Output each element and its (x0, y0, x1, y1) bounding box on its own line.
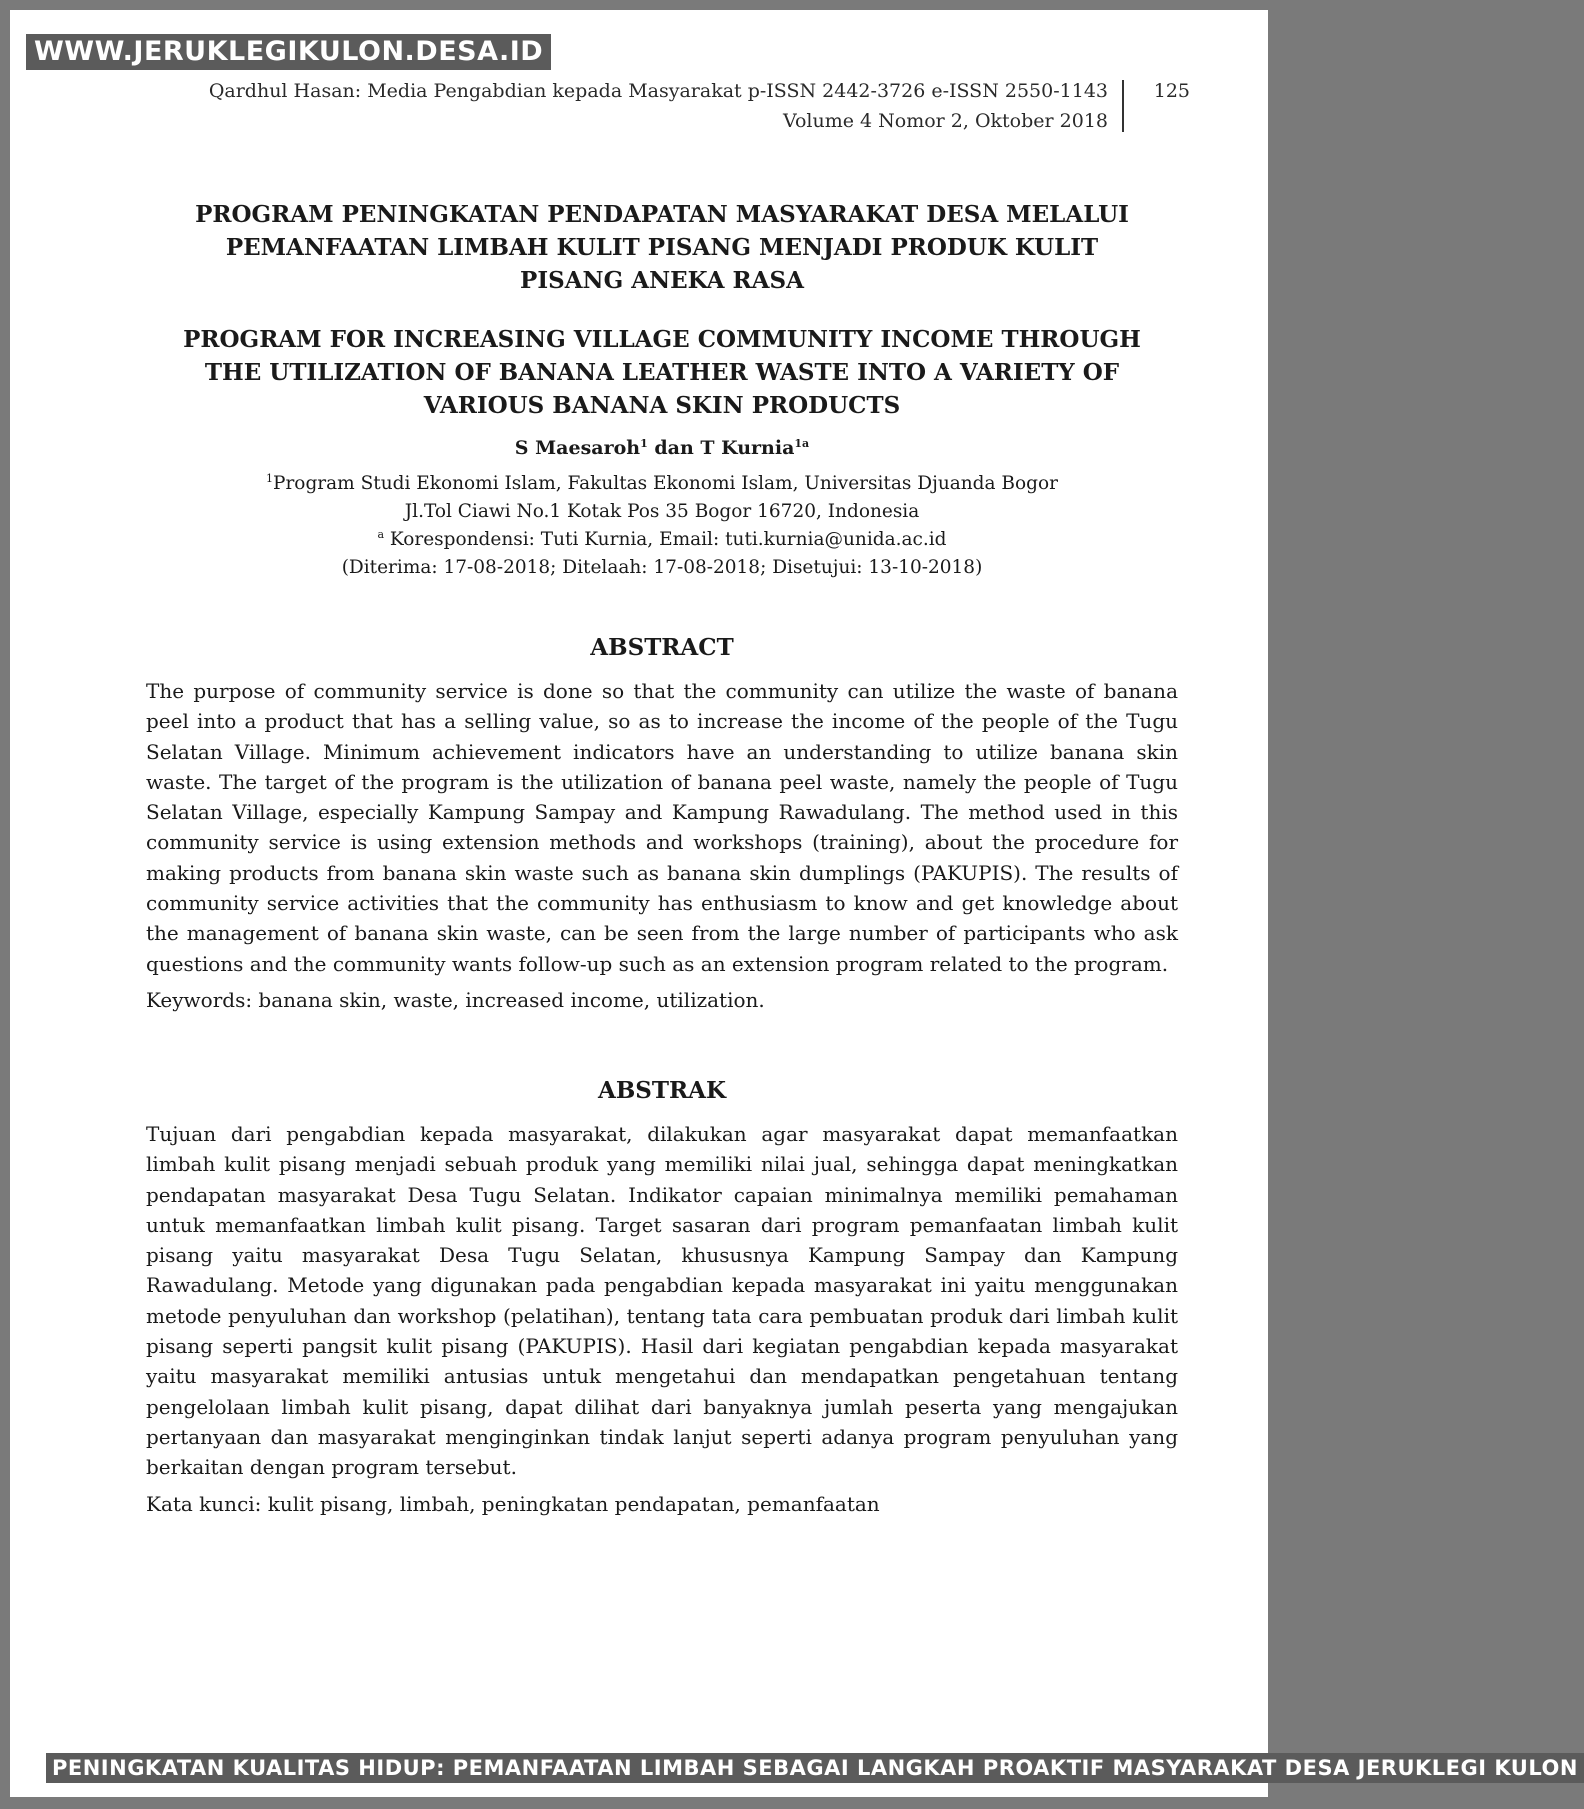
article-front-matter (146, 198, 1178, 1519)
affiliation-line: $^1$Program Studi Ekonomi Islam, Fakultas Ekonomi Islam, Universitas Djuanda Bogor (266, 472, 1058, 494)
title-english: PROGRAM FOR INCREASING VILLAGE COMMUNITY INCOME THROUGH THE UTILIZATION OF BANANA LEATHER WASTE INTO A VARIETY OF VARIOUS BANANA SKIN PRODUCTS (183, 326, 1141, 419)
author-name: T Kurnia (700, 437, 795, 459)
authors (146, 434, 1178, 462)
affiliation-block (146, 470, 1178, 582)
abstract-body: The purpose of community service is done so that the community can utilize the waste of banana peel into a product that has a selling value, so as to increase the income of the people of the Tugu Selatan Village. Minimum achievement indicators have an understanding to utilize banana skin waste. The target of the program is the utilization of banana peel waste, namely the people of Tugu Selatan Village, especially Kampung Sampay and Kampung Rawadulang. The method used in this community service is using extension methods and workshops (training), about the procedure for making products from banana skin waste such as banana skin dumplings (PAKUPIS). The results of community service activities that the community has enthusiasm to know and get knowledge about the management of banana skin waste, can be seen from the large number of participants who ask questions and the community wants follow-up such as an extension program related to the program. (146, 679, 1178, 976)
journal-name-issn: Qardhul Hasan: Media Pengabdian kepada Masyarakat p-ISSN 2442-3726 e-ISSN 2550-1143 (208, 80, 1108, 102)
journal-info (209, 76, 1108, 136)
page-number: 125 (1153, 80, 1190, 102)
watermark-top: WWW.JERUKLEGIKULON.DESA.ID (26, 34, 551, 70)
kata-kunci: Kata kunci: kulit pisang, limbah, peningkatan pendapatan, pemanfaatan (146, 1491, 880, 1516)
dates-line: (Diterima: 17-08-2018; Ditelaah: 17-08-2018; Disetujui: 13-10-2018) (341, 557, 983, 578)
paper-page (10, 10, 1578, 1797)
header-divider (1122, 80, 1124, 132)
keywords: Keywords: banana skin, waste, increased income, utilization. (146, 987, 765, 1012)
author-conjunction: dan (647, 437, 701, 459)
abstrak-body: Tujuan dari pengabdian kepada masyarakat, dilakukan agar masyarakat dapat memanfaatkan limbah kulit pisang menjadi sebuah produk yang memiliki nilai jual, sehingga dapat meningkatkan pendapatan masyarakat Desa Tugu Selatan. Indikator capaian minimalnya memiliki pemahaman untuk memanfaatkan limbah kulit pisang. Target sasaran dari program pemanfaatan limbah kulit pisang yaitu masyarakat Desa Tugu Selatan, khususnya Kampung Sampay dan Kampung Rawadulang. Metode yang digunakan pada pengabdian kepada masyarakat ini yaitu menggunakan metode penyuluhan dan workshop (pelatihan), tentang tata cara pembuatan produk dari limbah kulit pisang seperti pangsit kulit pisang (PAKUPIS). Hasil dari kegiatan pengabdian kepada masyarakat yaitu masyarakat memiliki antusias untuk mengetahui dan mendapatkan pengetahuan tentang pengelolaan limbah kulit pisang, dapat dilihat dari banyaknya jumlah peserta yang mengajukan pertanyaan dan masyarakat menginginkan tindak lanjut seperti adanya program penyuluhan yang berkaitan dengan program tersebut. (146, 1121, 1178, 1480)
affil-mark: 1 (266, 472, 274, 485)
corr-mark: a (377, 528, 385, 541)
address-line: Jl.Tol Ciawi No.1 Kotak Pos 35 Bogor 16720, Indonesia (404, 501, 920, 522)
watermark-bottom: PENINGKATAN KUALITAS HIDUP: PEMANFAATAN LIMBAH SEBAGAI LANGKAH PROAKTIF MASYARAKAT DESA JERUKLEGI KULON (46, 1753, 1584, 1783)
abstract-heading: ABSTRACT (590, 634, 734, 661)
correspondence-line: $^a$ Korespondensi: Tuti Kurnia, Email: tuti.kurnia@unida.ac.id (377, 528, 947, 550)
author-affil-mark: 1 (640, 437, 648, 450)
title-indonesian: PROGRAM PENINGKATAN PENDAPATAN MASYARAKAT DESA MELALUI PEMANFAATAN LIMBAH KULIT PISANG MENJADI PRODUK KULIT PISANG ANEKA RASA (195, 201, 1129, 294)
author-name: S Maesaroh (514, 437, 641, 459)
abstrak-heading: ABSTRAK (598, 1076, 726, 1104)
journal-volume: Volume 4 Nomor 2, Oktober 2018 (782, 110, 1108, 132)
author-affil-mark: 1a (794, 437, 810, 450)
running-head (130, 76, 1190, 136)
